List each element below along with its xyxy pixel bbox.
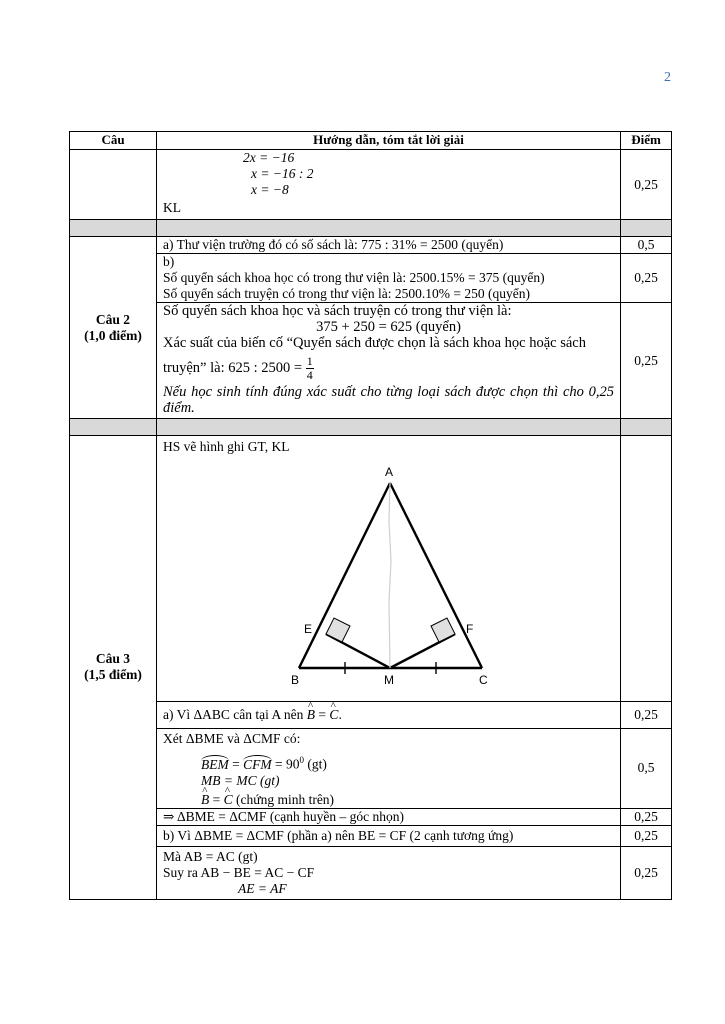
table-header <box>70 132 672 150</box>
label-m: M <box>384 673 394 686</box>
angle-equality-line: BEM = CFM = $90^0$ (gt) <box>201 755 327 772</box>
question-points: (1,5 điểm) <box>84 667 142 683</box>
score-cell: 0,5 <box>621 237 672 254</box>
separator-row <box>70 419 672 436</box>
header-huong-dan: Hướng dẫn, tóm tắt lời giải <box>157 132 621 150</box>
side-ab <box>299 483 390 668</box>
solution-line: Xét ΔBME và ΔCMF có: <box>163 731 301 746</box>
table-row <box>70 808 672 825</box>
solution-line: Mà AB = AC (gt) <box>163 848 258 864</box>
angle-bem: BEM <box>201 756 229 772</box>
solution-line: 375 + 250 = 625 (quyển) <box>316 319 461 335</box>
score-cell: 0,25 <box>621 303 672 419</box>
score-cell: 0,25 <box>621 808 672 825</box>
solution-cell <box>157 150 621 220</box>
figure-caption: HS vẽ hình ghi GT, KL <box>163 439 290 454</box>
question-label: Câu 3 <box>95 651 131 667</box>
label-e: E <box>304 622 313 636</box>
fraction-denominator: 4 <box>306 368 313 382</box>
score-cell: 0,5 <box>621 729 672 809</box>
header-diem: Điểm <box>621 132 672 150</box>
solution-cell <box>157 303 621 419</box>
solution-line: Suy ra AB − BE = AC − CF <box>163 864 315 880</box>
score-cell: 0,25 <box>621 702 672 729</box>
label-c: C <box>479 673 488 686</box>
fraction <box>306 355 314 382</box>
value-90: = 90 <box>271 756 300 772</box>
table-row <box>70 237 672 254</box>
question-cell <box>70 237 157 419</box>
solution-line: truyện” là: 625 : 2500 = <box>163 359 303 376</box>
right-angle-e <box>326 618 350 642</box>
equation-line: x = −8 <box>251 182 289 197</box>
part-label: b) <box>163 254 175 269</box>
solution-line: a) Vì ΔABC cân tại A nên <box>163 707 304 722</box>
figure-cell <box>157 436 621 702</box>
solution-line: MB = MC (gt) <box>201 772 280 788</box>
score-cell: 0,25 <box>621 150 672 220</box>
question-cell <box>70 436 157 900</box>
table-row <box>70 150 672 220</box>
table-row <box>70 729 672 809</box>
solution-line: AE = AF <box>238 880 287 896</box>
solution-line: Số quyển sách khoa học có trong thư viện là: 2500.15% = 375 (quyển) <box>163 270 545 285</box>
triangle-figure <box>283 461 493 686</box>
equation-line: x = −16 : 2 <box>251 166 314 181</box>
conclusion-label: KL <box>163 200 181 215</box>
table-row <box>70 254 672 303</box>
period: . <box>338 707 342 722</box>
label-a: A <box>385 465 394 479</box>
header-cau: Câu <box>70 132 157 150</box>
equals: = <box>315 707 330 722</box>
angle-cfm: CFM <box>243 756 272 772</box>
solution-cell <box>157 846 621 899</box>
separator-row <box>70 220 672 237</box>
degree-sup: 0 <box>299 755 304 765</box>
solution-cell <box>157 254 621 303</box>
fraction-numerator: 1 <box>306 354 313 368</box>
solution-table <box>69 131 672 900</box>
table-row <box>70 436 672 702</box>
solution-cell: b) Vì ΔBME = ΔCMF (phần a) nên BE = CF (2 cạnh tương ứng) <box>157 825 621 846</box>
median-sketch <box>389 483 391 668</box>
probability-line <box>163 355 614 382</box>
angle-c: ^ C <box>224 792 233 808</box>
angle-b: ^ B <box>307 707 315 723</box>
table-row <box>70 846 672 899</box>
reason-proved: (chứng minh trên) <box>232 791 335 807</box>
grading-note: Nếu học sinh tính đúng xác suất cho từng loại sách được chọn thì cho 0,25 điểm. <box>163 384 614 416</box>
table-row <box>70 303 672 419</box>
score-cell: 0,25 <box>621 254 672 303</box>
question-cell-empty <box>70 150 157 220</box>
side-ac <box>390 483 482 668</box>
angle-c: ^ C <box>329 707 338 723</box>
score-cell: 0,25 <box>621 825 672 846</box>
question-points: (1,0 điểm) <box>84 327 142 343</box>
question-label: Câu 2 <box>95 311 131 327</box>
solution-cell: a) Thư viện trường đó có số sách là: 775 : 31% = 2500 (quyển) <box>157 237 621 254</box>
angle-b-c-line: ^ B = ^ C (chứng minh trên) <box>163 792 614 808</box>
solution-line: Số quyển sách khoa học và sách truyện có trong thư viện là: <box>163 303 512 319</box>
page-number: 2 <box>664 70 671 85</box>
score-cell-empty <box>621 436 672 702</box>
solution-cell: ⇒ ΔBME = ΔCMF (cạnh huyền – góc nhọn) <box>157 808 621 825</box>
right-angle-f <box>431 618 455 642</box>
label-b: B <box>291 673 300 686</box>
table-row <box>70 825 672 846</box>
equation-line: 2x = −16 <box>243 150 295 165</box>
angle-b: ^ B <box>201 792 209 808</box>
solution-line: Xác suất của biến cố “Quyển sách được chọn là sách khoa học hoặc sách <box>163 335 586 351</box>
solution-cell <box>157 702 621 729</box>
reason-gt: (gt) <box>304 756 327 772</box>
table-row <box>70 702 672 729</box>
score-cell: 0,25 <box>621 846 672 899</box>
solution-line: Số quyển sách truyện có trong thư viện là: 2500.10% = 250 (quyển) <box>163 286 530 301</box>
label-f: F <box>466 622 474 636</box>
solution-cell <box>157 729 621 809</box>
